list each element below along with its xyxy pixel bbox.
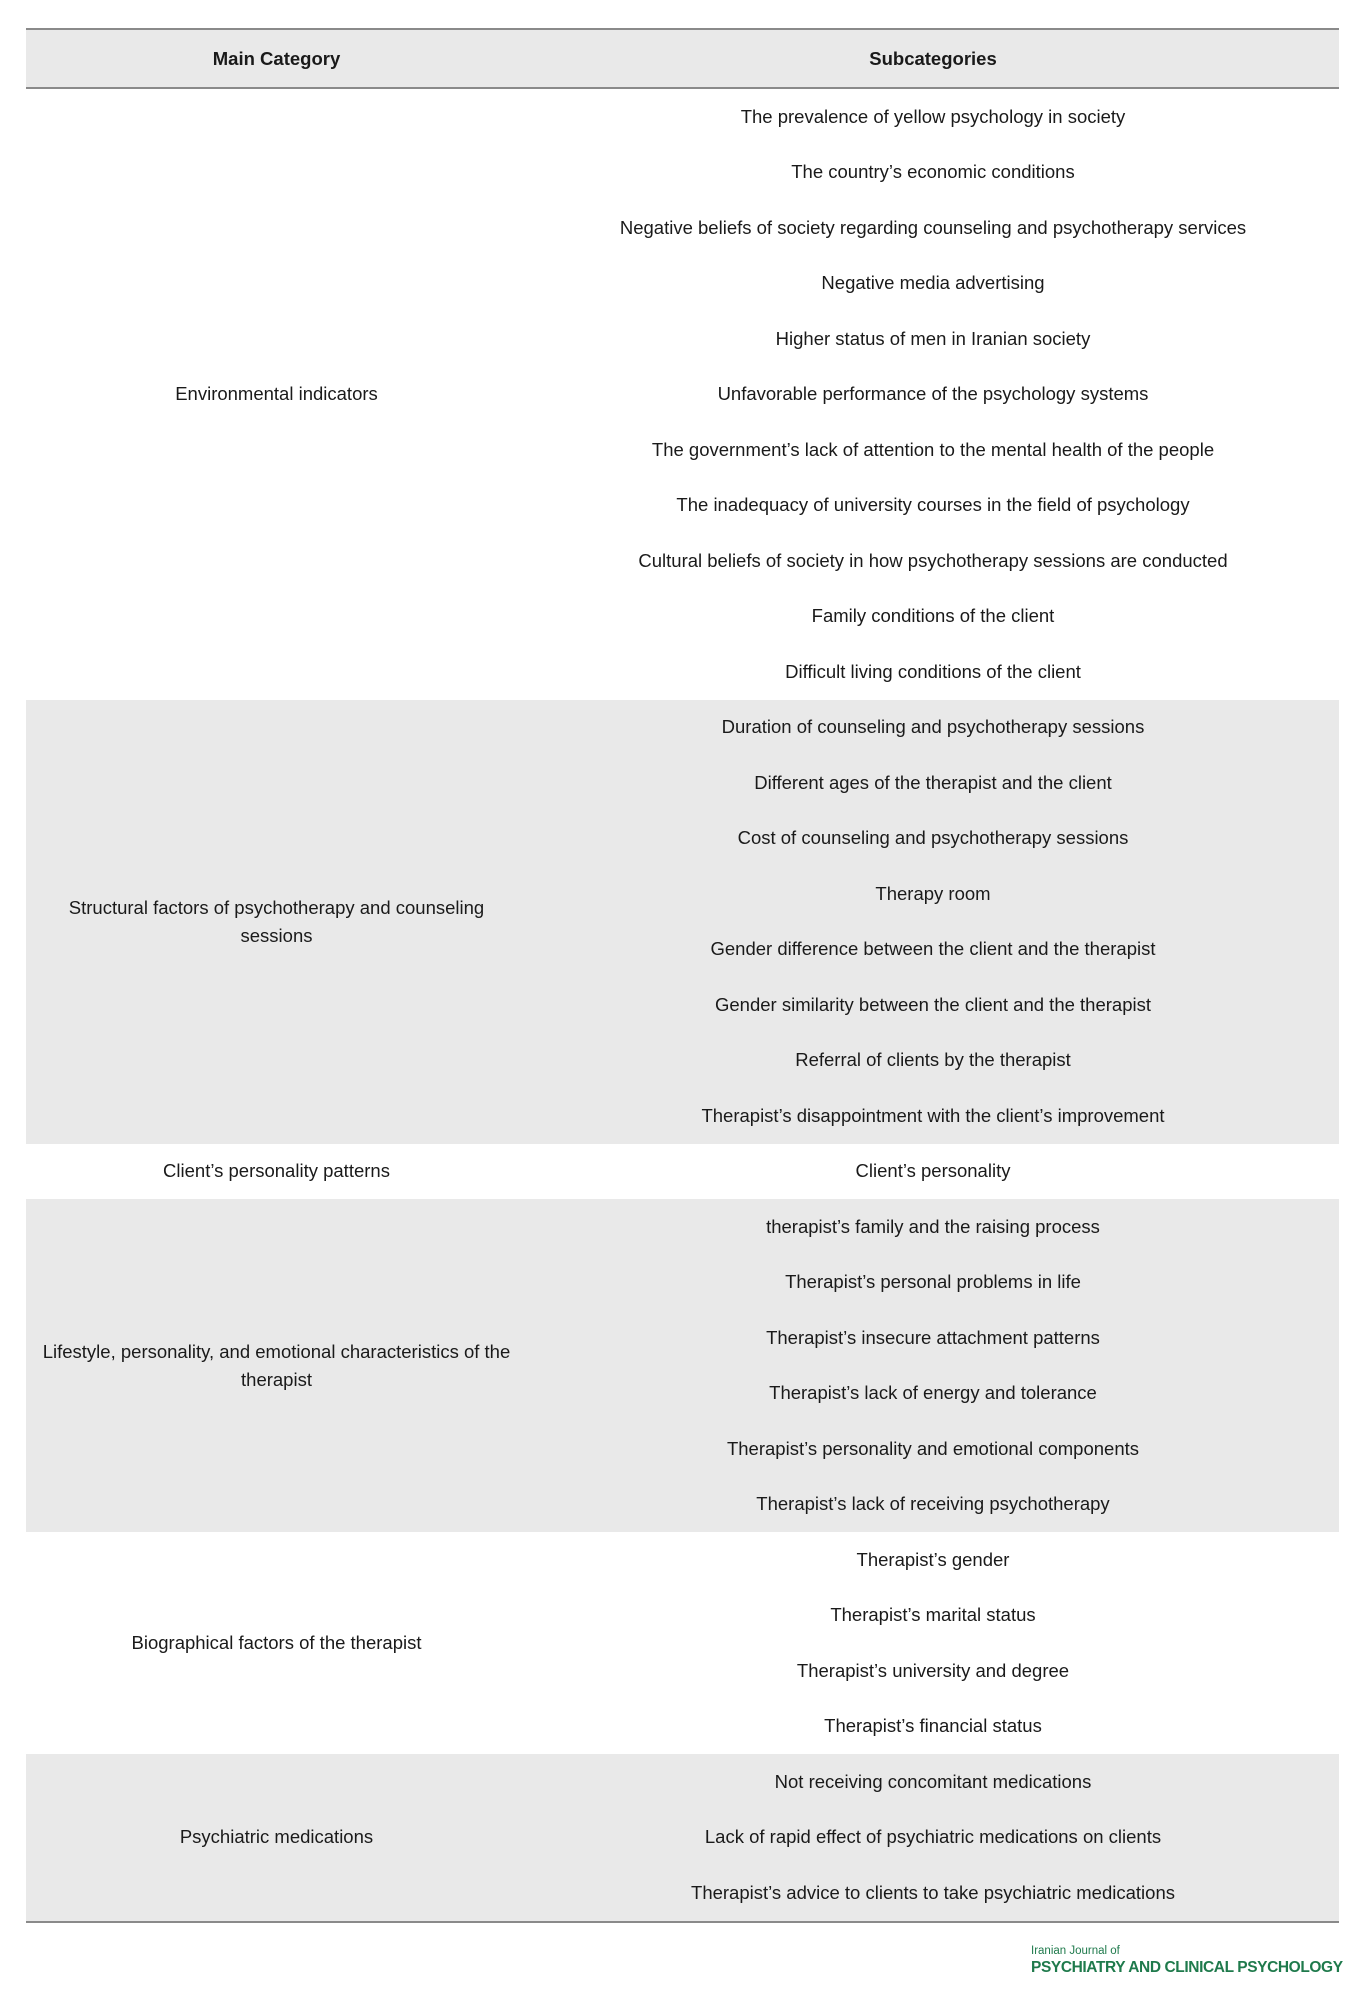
subcategory-item: Referral of clients by the therapist bbox=[795, 1049, 1071, 1071]
subcategory-item: Lack of rapid effect of psychiatric medications on clients bbox=[704, 1826, 1162, 1848]
subcategory-item: Therapist’s university and degree bbox=[796, 1659, 1070, 1681]
main-category-cell: Structural factors of psychotherapy and counseling sessions bbox=[68, 896, 485, 946]
subcategory-item: Difficult living conditions of the client bbox=[785, 660, 1081, 682]
table-group bbox=[26, 1532, 1339, 1754]
subcategory-item: Negative beliefs of society regarding counseling and psychotherapy services bbox=[619, 216, 1247, 238]
logo-line-2: PSYCHIATRY AND CLINICAL PSYCHOLOGY bbox=[1031, 1959, 1343, 1976]
subcategory-item: Cost of counseling and psychotherapy sessions bbox=[737, 827, 1129, 849]
main-category-cell: Biographical factors of the therapist bbox=[131, 1632, 422, 1653]
table-body bbox=[26, 89, 1339, 1921]
subcategory-item: Therapist’s personal problems in life bbox=[785, 1271, 1081, 1293]
main-category-cell: Client’s personality patterns bbox=[163, 1160, 390, 1182]
subcategory-item: Therapist’s lack of energy and tolerance bbox=[769, 1382, 1097, 1404]
subcategory-item: Therapist’s personality and emotional components bbox=[726, 1437, 1140, 1459]
subcategory-item: Therapist’s advice to clients to take psychiatric medications bbox=[691, 1881, 1175, 1903]
header-main-category: Main Category bbox=[212, 47, 341, 69]
subcategory-item: The country’s economic conditions bbox=[791, 161, 1075, 183]
categories-table bbox=[26, 28, 1339, 1923]
subcategories-cell bbox=[527, 1144, 1339, 1200]
main-category-cell: Psychiatric medications bbox=[179, 1826, 374, 1848]
subcategory-item: Therapist’s financial status bbox=[824, 1715, 1042, 1737]
table-group bbox=[26, 700, 1339, 1144]
subcategory-item: Therapist’s marital status bbox=[830, 1604, 1036, 1626]
table-group bbox=[26, 1199, 1339, 1532]
subcategory-item: Family conditions of the client bbox=[811, 605, 1055, 627]
subcategory-item: Higher status of men in Iranian society bbox=[775, 327, 1091, 349]
table-group bbox=[26, 1754, 1339, 1921]
table-group bbox=[26, 1144, 1339, 1200]
subcategory-item: Therapist’s insecure attachment patterns bbox=[766, 1326, 1100, 1348]
subcategory-item: Gender similarity between the client and the therapist bbox=[714, 993, 1151, 1015]
subcategory-item: Therapy room bbox=[875, 882, 991, 904]
table-group bbox=[26, 89, 1339, 700]
subcategory-item: therapist’s family and the raising process bbox=[766, 1215, 1100, 1237]
subcategory-item: The inadequacy of university courses in the field of psychology bbox=[676, 494, 1190, 516]
logo-line-1: Iranian Journal of bbox=[1031, 1945, 1120, 1957]
subcategory-item: Duration of counseling and psychotherapy sessions bbox=[721, 716, 1145, 738]
subcategory-item: Therapist’s lack of receiving psychotherapy bbox=[756, 1493, 1110, 1515]
subcategory-item: Gender difference between the client and the therapist bbox=[710, 938, 1156, 960]
header-subcategories: Subcategories bbox=[869, 47, 997, 69]
subcategories-cell bbox=[527, 1754, 1339, 1921]
subcategory-item: Therapist’s disappointment with the client’s improvement bbox=[701, 1104, 1165, 1126]
subcategory-item: Negative media advertising bbox=[821, 272, 1045, 294]
table-header bbox=[26, 30, 1339, 89]
subcategory-item: Unfavorable performance of the psychology systems bbox=[717, 383, 1149, 405]
subcategories-cell bbox=[527, 1532, 1339, 1754]
subcategories-cell bbox=[527, 700, 1339, 1144]
journal-logo bbox=[1031, 1944, 1343, 1978]
main-category-cell: Environmental indicators bbox=[175, 383, 378, 405]
subcategory-item: Not receiving concomitant medications bbox=[774, 1770, 1092, 1792]
subcategory-item: Therapist’s gender bbox=[856, 1548, 1010, 1570]
subcategory-item: Different ages of the therapist and the client bbox=[754, 771, 1112, 793]
subcategory-item: The government’s lack of attention to the mental health of the people bbox=[651, 438, 1215, 460]
subcategories-cell bbox=[527, 89, 1339, 700]
subcategories-cell bbox=[527, 1199, 1339, 1532]
main-category-cell: Lifestyle, personality, and emotional characteristics of the therapist bbox=[42, 1340, 511, 1390]
subcategory-item: The prevalence of yellow psychology in society bbox=[740, 105, 1126, 127]
subcategory-item: Client’s personality bbox=[855, 1160, 1011, 1182]
subcategory-item: Cultural beliefs of society in how psychotherapy sessions are conducted bbox=[638, 549, 1228, 571]
